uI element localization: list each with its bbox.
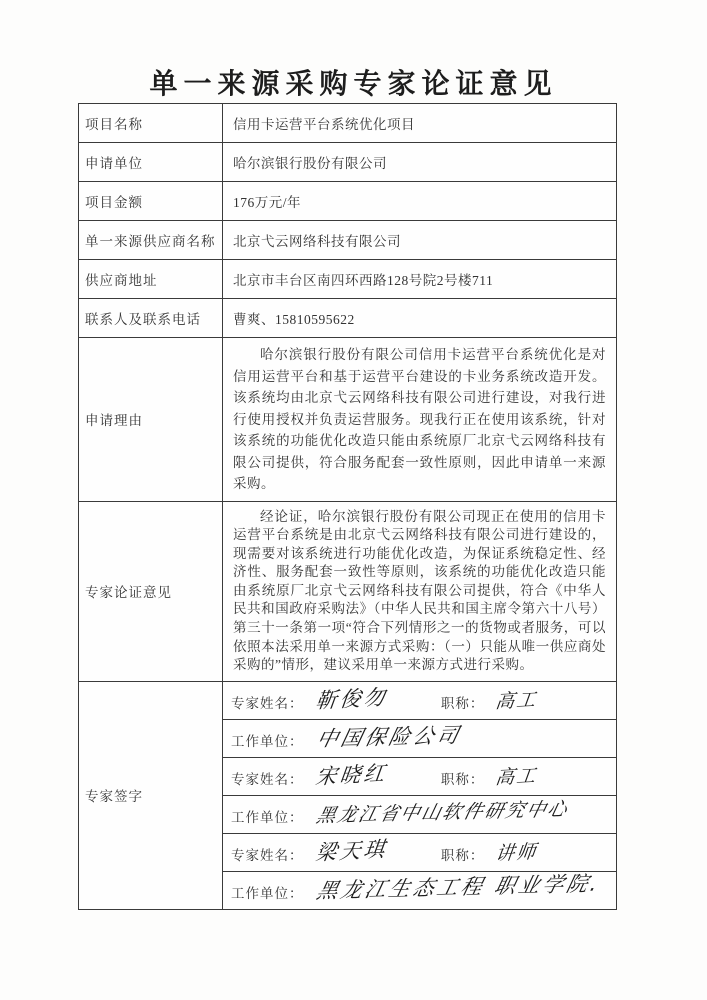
- document-table: [78, 103, 617, 910]
- expert3-name-row: [223, 833, 616, 871]
- opinion-label: 专家论证意见: [79, 501, 223, 681]
- expert1-unit-handwriting: 中国保险公司: [313, 723, 464, 752]
- table-row-opinion: [79, 501, 617, 681]
- row-value-applicant: 哈尔滨银行股份有限公司: [223, 143, 617, 182]
- row-label-applicant: 申请单位: [79, 143, 223, 182]
- expert1-title-handwriting: 高工: [494, 688, 540, 714]
- expert-name-label: 专家姓名：: [231, 772, 304, 788]
- expert2-unit-row: [223, 795, 616, 833]
- signatures-cell: [223, 681, 617, 909]
- row-value-amount: 176万元/年: [223, 182, 617, 221]
- row-value-project-name: 信用卡运营平台系统优化项目: [223, 104, 617, 143]
- signature-row: [223, 795, 616, 833]
- expert2-unit-handwriting: 黑龙江省中山软件研究中心: [313, 798, 571, 827]
- row-value-supplier-address: 北京市丰台区南四环西路128号院2号楼711: [223, 260, 617, 299]
- expert-unit-label: 工作单位：: [231, 734, 304, 750]
- expert1-name-row: [223, 682, 616, 720]
- signature-row: [223, 833, 616, 871]
- expert-name-label: 专家姓名：: [231, 696, 304, 712]
- opinion-paragraph: [223, 501, 617, 681]
- reason-paragraph: [223, 338, 617, 502]
- expert-unit-label: 工作单位：: [231, 886, 304, 902]
- page-title: 单一来源采购专家论证意见: [149, 69, 558, 100]
- row-label-supplier-address: 供应商地址: [79, 260, 223, 299]
- signature-row: [223, 719, 616, 757]
- table-row: [79, 143, 617, 182]
- reason-label: 申请理由: [79, 338, 223, 502]
- table-row: [79, 182, 617, 221]
- signature-row: [223, 757, 616, 795]
- reason-text: 哈尔滨银行股份有限公司信用卡运营平台系统优化是对信用运营平台和基于运营平台建设的卡业务系统改造开发。该系统均由北京弋云网络科技有限公司进行建设，对我行进行使用授权并负责运营服务。现我行正在使用该系统，针对该系统的功能优化改造只能由系统原厂北京弋云网络科技有限公司提供，符合服务配套一致性原则，因此申请单一来源采购。: [233, 347, 606, 491]
- table-row: [79, 221, 617, 260]
- expert2-title-handwriting: 高工: [494, 764, 540, 790]
- signature-row: [223, 871, 616, 909]
- signature-row: [223, 682, 616, 720]
- expert3-title-handwriting: 讲师: [494, 840, 540, 866]
- expert3-name-signature: 梁天琪: [313, 837, 389, 866]
- row-value-supplier-name: 北京弋云网络科技有限公司: [223, 221, 617, 260]
- signature-subtable: [223, 682, 616, 909]
- expert-name-label: 专家姓名：: [231, 848, 304, 864]
- table-row-signatures: [79, 681, 617, 909]
- table-row: [79, 260, 617, 299]
- expert2-name-row: [223, 757, 616, 795]
- expert1-unit-row: [223, 719, 616, 757]
- expert2-name-signature: 宋晓红: [313, 761, 389, 790]
- expert-title-label: 职称：: [440, 696, 485, 712]
- expert-unit-label: 工作单位：: [231, 809, 304, 825]
- row-label-project-name: 项目名称: [79, 104, 223, 143]
- signatures-label: 专家签字: [79, 681, 223, 909]
- table-row: [79, 299, 617, 338]
- opinion-text: 经论证，哈尔滨银行股份有限公司现正在使用的信用卡运营平台系统是由北京弋云网络科技有限公司进行建设的，现需要对该系统进行功能优化改造，为保证系统稳定性、经济性、服务配套一致性等原则，该系统的功能优化改造只能由系统原厂北京弋云网络科技有限公司提供，符合《中华人民共和国政府采购法》（中华人民共和国主席令第六十八号）第三十一条第一项“符合下列情形之一的货物或者服务，可以依照本法采用单一来源方式采购：（一）只能从唯一供应商处采购的”情形，建议采用单一来源方式进行采购。: [233, 508, 606, 673]
- expert1-name-signature: 靳俊勿: [313, 685, 389, 714]
- expert-title-label: 职称：: [440, 848, 485, 864]
- expert3-unit-handwriting: 黑龙江生态工程 职业学院.: [313, 871, 603, 904]
- row-label-contact: 联系人及联系电话: [79, 299, 223, 338]
- expert-title-label: 职称：: [440, 772, 485, 788]
- table-row-reason: [79, 338, 617, 502]
- row-label-supplier-name: 单一来源供应商名称: [79, 221, 223, 260]
- table-row: [79, 104, 617, 143]
- row-label-amount: 项目金额: [79, 182, 223, 221]
- expert3-unit-row: [223, 871, 616, 909]
- row-value-contact: 曹爽、15810595622: [223, 299, 617, 338]
